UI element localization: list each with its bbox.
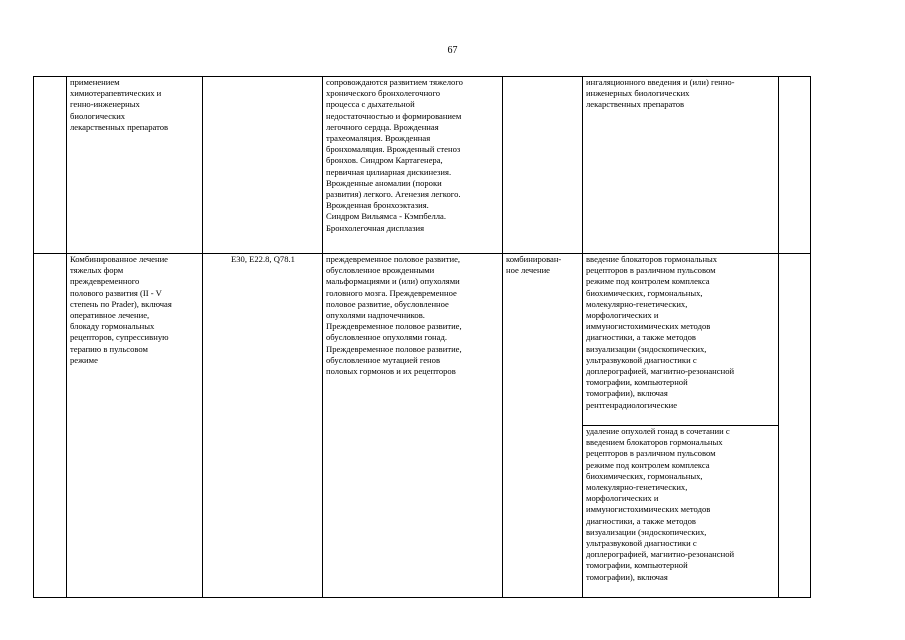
cost-cell bbox=[779, 77, 811, 254]
patient-model-cell: сопровождаются развитием тяжелого хронического бронхолегочного процесса с дыхательной недостаточностью и формированием легочного сердца. Врожденная трахеомаляция. Врожденная бронхомаляция. Врожденный стеноз бронхов. Синдром Картагенера, первичная цилиарная дискинезия. Врожденные аномалии (пороки развития) легкого. Агенезия легкого. Врожденная бронхоэктазия. Синдром Вильямса - Кэмпбелла. Бронхолегочная дисплазия bbox=[323, 77, 503, 254]
treatment-method-cell: удаление опухолей гонад в сочетании с введением блокаторов гормональных рецепторов в различном пульсовом режиме под контролем комплекса биохимических, гормональных, молекулярно-генетических, морфологических и иммуногистохимических методов диагностики, а также методов визуализации (эндоскопических, ультразвуковой диагностики с доплерографией, магнитно-резонансной томографии, компьютерной томографии), включая bbox=[583, 426, 779, 598]
treatment-type-cell: комбинирован- ное лечение bbox=[503, 254, 583, 598]
page-number: 67 bbox=[447, 45, 458, 56]
row-number-cell bbox=[34, 254, 67, 598]
patient-model-cell: преждевременное половое развитие, обусловленное врожденными мальформациями и (или) опухолями головного мозга. Преждевременное половое развитие, обусловленное опухолями надпочечников. Преждевременное половое развитие, обусловленное опухолями гонад. Преждевременное половое развитие, обусловленное мутацией генов половых гормонов и их рецепторов bbox=[323, 254, 503, 598]
treatment-table bbox=[33, 76, 811, 598]
row-number-cell bbox=[34, 77, 67, 254]
cost-cell bbox=[779, 254, 811, 598]
treatment-method-cell: ингаляционного введения и (или) генно- инженерных биологических лекарственных препаратов bbox=[583, 77, 779, 254]
icd-codes-cell bbox=[203, 77, 323, 254]
method-group-name-cell: применением химиотерапевтических и генно-инженерных биологических лекарственных препаратов bbox=[67, 77, 203, 254]
treatment-type-cell bbox=[503, 77, 583, 254]
table-row bbox=[34, 254, 811, 426]
treatment-method-cell: введение блокаторов гормональных рецепторов в различном пульсовом режиме под контролем комплекса биохимических, гормональных, молекулярно-генетических, морфологических и иммуногистохимических методов диагностики, а также методов визуализации (эндоскопических, ультразвуковой диагностики с доплерографией, магнитно-резонансной томографии, компьютерной томографии), включая рентгенрадиологические bbox=[583, 254, 779, 426]
table-row bbox=[34, 77, 811, 254]
icd-codes-cell: E30, E22.8, Q78.1 bbox=[203, 254, 323, 598]
method-group-name-cell: Комбинированное лечение тяжелых форм преждевременного полового развития (II - V степень по Prader), включая оперативное лечение, блокаду гормональных рецепторов, супрессивную терапию в пульсовом режиме bbox=[67, 254, 203, 598]
